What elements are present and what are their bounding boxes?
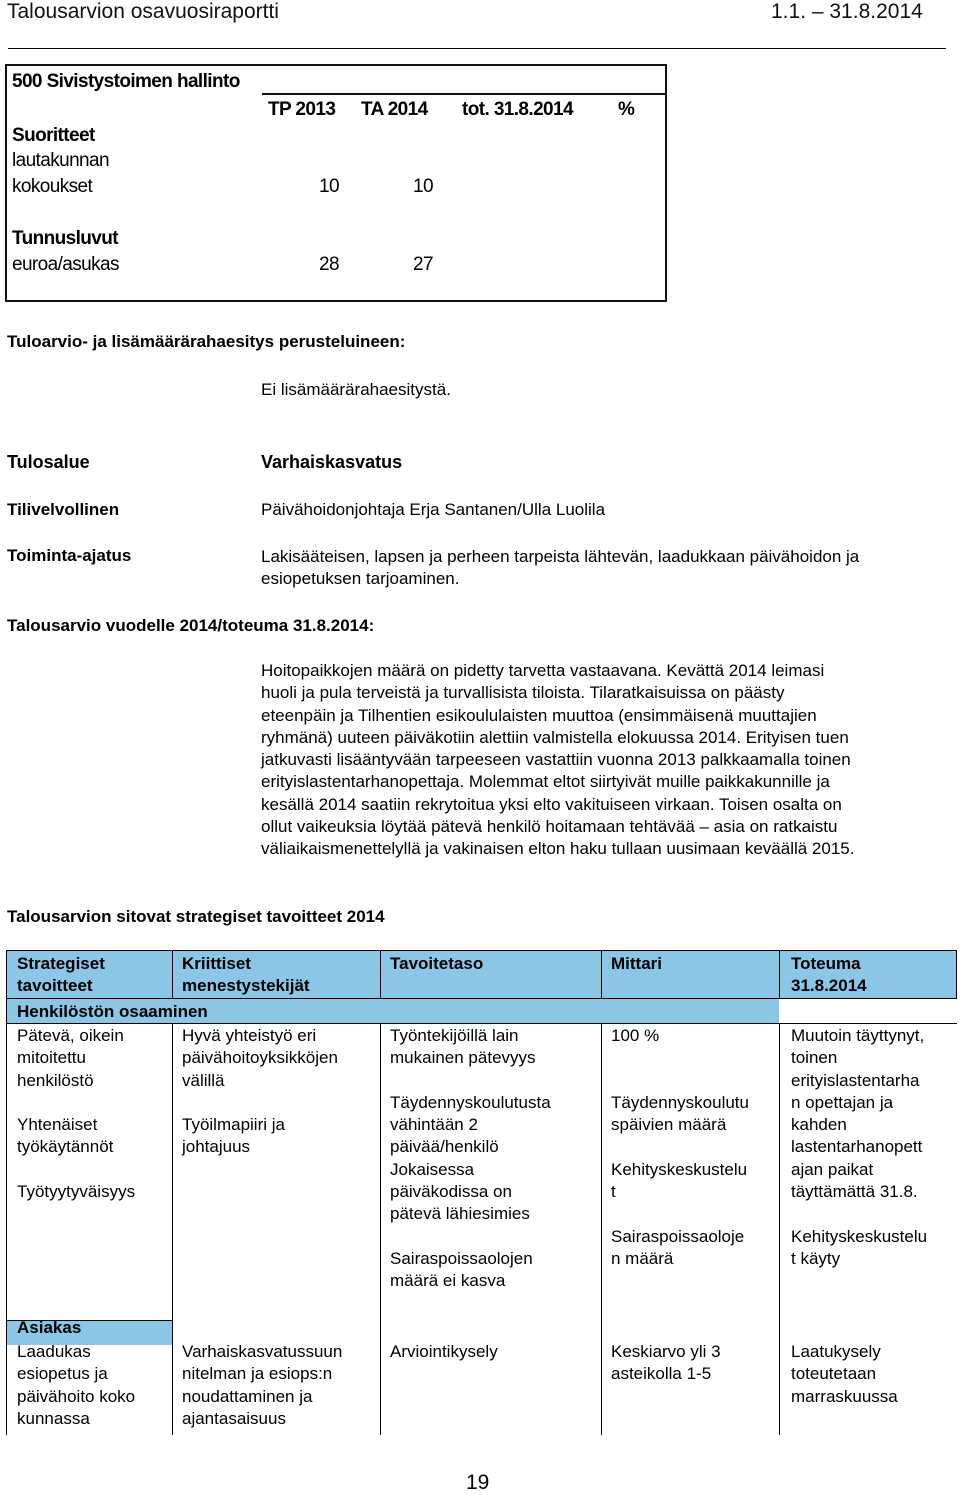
cell-line: n opettajan ja xyxy=(791,1092,894,1112)
cell-line: lastentarhanopett xyxy=(791,1137,923,1157)
cell-line: späivien määrä xyxy=(611,1115,727,1135)
col-header-line: menestystekijät xyxy=(182,976,310,996)
cell-line: Arviointikysely xyxy=(390,1342,498,1361)
kpi-col-tot: tot. 31.8.2014 xyxy=(462,99,573,120)
kpi-col-percent: % xyxy=(618,99,635,120)
grid-v3 xyxy=(601,1023,602,1435)
cell-spacer xyxy=(17,1092,167,1114)
kpi-row2-tp: 28 xyxy=(319,254,339,275)
cell-line: Työilmapiiri ja xyxy=(182,1115,285,1135)
s2-col-kriittiset xyxy=(182,1341,377,1430)
cell-spacer xyxy=(390,1070,598,1092)
responsible-value: Päivähoidonjohtaja Erja Santanen/Ulla Luolila xyxy=(261,500,606,519)
cell-line: Täydennyskoulutu xyxy=(611,1092,749,1112)
cell-line: toinen xyxy=(791,1048,838,1068)
cell-line: johtajuus xyxy=(182,1137,251,1157)
cell-line: Kehityskeskustelu xyxy=(791,1226,928,1246)
cell-line: Hyvä yhteistyö eri xyxy=(182,1026,317,1045)
kpi-title: 500 Sivistystoimen hallinto xyxy=(12,71,240,92)
responsible-label: Tilivelvollinen xyxy=(7,500,120,519)
s1-col-kriittiset xyxy=(182,1025,377,1159)
cell-line: työkäytännöt xyxy=(17,1137,114,1157)
cell-line: pätevä lähiesimies xyxy=(390,1204,530,1224)
cell-line: henkilöstö xyxy=(17,1070,94,1090)
cell-line: Työtyytyväisyys xyxy=(17,1182,136,1202)
kpi-row1-label-1: lautakunnan xyxy=(12,150,109,171)
kpi-section-tunnusluvut: Tunnusluvut xyxy=(12,228,118,249)
cell-line: Jokaisessa xyxy=(390,1159,475,1179)
s2-col-tavoitetaso xyxy=(390,1341,598,1363)
cell-line: päiväkodissa on xyxy=(390,1182,512,1202)
cell-line: Työntekijöillä lain xyxy=(390,1026,519,1045)
col-header-line: 31.8.2014 xyxy=(791,976,867,996)
cell-line: Täydennyskoulutusta xyxy=(390,1092,551,1112)
cell-line: välillä xyxy=(182,1070,225,1090)
grid-top xyxy=(6,950,957,951)
cell-line: ajan paikat xyxy=(791,1159,874,1179)
kpi-row1-ta: 10 xyxy=(413,176,433,197)
cell-spacer xyxy=(390,1226,598,1248)
kpi-row1-label-2: kokoukset xyxy=(12,176,93,197)
cell-spacer xyxy=(182,1092,377,1114)
kpi-header-rule xyxy=(262,93,667,95)
s1-col-toteuma xyxy=(791,1025,956,1270)
cell-spacer xyxy=(611,1203,777,1225)
cell-line: ajantasaisuus xyxy=(182,1408,286,1428)
budget-request-heading: Tuloarvio- ja lisämäärärahaesitys perusteluineen: xyxy=(7,332,406,351)
strategy-heading: Talousarvion sitovat strategiset tavoitteet 2014 xyxy=(7,907,385,926)
budget-line: väliaikaismenettelyllä ja vakinaisen elton haku tullaan uusimaan keväällä 2015. xyxy=(261,839,855,859)
grid-v1 xyxy=(172,1023,173,1435)
cell-line: Varhaiskasvatussuun xyxy=(182,1342,343,1361)
cell-line: t xyxy=(611,1182,616,1202)
cell-line: toteutetaan xyxy=(791,1364,877,1384)
grid-h-section xyxy=(6,1023,957,1024)
cell-line: vähintään 2 xyxy=(390,1115,478,1135)
s1-col-tavoitetaso xyxy=(390,1025,598,1293)
cell-line: Pätevä, oikein xyxy=(17,1026,124,1045)
cell-line: nitelman ja esiops:n xyxy=(182,1364,333,1384)
budget-line: jatkuvasti lisääntyvään tarpeeseen vastattiin vuonna 2013 palkkaamalla toinen xyxy=(261,750,851,770)
budget-line: ollut vaikeuksia löytää pätevä henkilö hoitamaan tehtävää – asia on ratkaistu xyxy=(261,817,838,837)
cell-line: t käyty xyxy=(791,1248,841,1268)
cell-line: mitoitettu xyxy=(17,1048,86,1068)
cell-spacer xyxy=(611,1047,777,1069)
grid-v2 xyxy=(380,1023,381,1435)
grid-right xyxy=(956,950,957,998)
col-header-mittari: Mittari xyxy=(611,954,662,973)
cell-spacer xyxy=(791,1203,956,1225)
cell-line: Sairaspoissaoloje xyxy=(611,1226,745,1246)
cell-line: Laadukas xyxy=(17,1342,91,1361)
page-number: 19 xyxy=(466,1471,490,1494)
col-header-kriittiset xyxy=(182,953,310,998)
col-header-line: tavoitteet xyxy=(17,976,93,996)
cell-line: asteikolla 1-5 xyxy=(611,1364,712,1384)
cell-line: Yhtenäiset xyxy=(17,1115,98,1135)
report-period: 1.1. – 31.8.2014 xyxy=(771,0,923,23)
grid-v2-head xyxy=(380,950,381,998)
budget-heading: Talousarvio vuodelle 2014/toteuma 31.8.2014: xyxy=(7,616,375,635)
col-header-line: Strategiset xyxy=(17,954,105,973)
col-header-line: Toteuma xyxy=(791,954,861,973)
budget-line: erityislastentarhanopettaja. Molemmat eltot siirtyivät muille paikkakunnille ja xyxy=(261,772,830,792)
s2-col-toteuma xyxy=(791,1341,956,1408)
s2-col-strategiset xyxy=(17,1341,167,1430)
budget-line: huoli ja pula terveistä ja turvallisista tiloista. Tilaratkaisuissa on päästy xyxy=(261,683,785,703)
budget-line: kesällä 2014 saatiin rekrytoitua yksi elto vakituiseen virkaan. Toisen osalta on xyxy=(261,794,842,814)
kpi-row1-tp: 10 xyxy=(319,176,339,197)
s1-col-strategiset xyxy=(17,1025,167,1203)
cell-line: täyttämättä 31.8. xyxy=(791,1182,918,1202)
cell-spacer xyxy=(611,1136,777,1158)
grid-v4 xyxy=(779,1023,780,1435)
grid-v3-head xyxy=(601,950,602,998)
col-header-line: Kriittiset xyxy=(182,954,251,973)
kpi-col-ta2014: TA 2014 xyxy=(361,99,428,120)
budget-request-text: Ei lisämäärärahaesitystä. xyxy=(261,380,451,399)
budget-line: ryhmänä) uuteen päiväkotiin alettiin valmistella elokuussa 2014. Erityisen tuen xyxy=(261,727,849,747)
header-divider xyxy=(8,48,946,49)
cell-line: n määrä xyxy=(611,1248,674,1268)
mission-label: Toiminta-ajatus xyxy=(7,546,132,565)
cell-line: marraskuussa xyxy=(791,1386,898,1406)
cell-line: päivää/henkilö xyxy=(390,1137,499,1157)
document-title: Talousarvion osavuosiraportti xyxy=(7,0,279,23)
cell-line: Keskiarvo yli 3 xyxy=(611,1342,721,1361)
cell-line: kahden xyxy=(791,1115,847,1135)
grid-v1-head xyxy=(172,950,173,998)
cell-line: päivähoitoyksikköjen xyxy=(182,1048,338,1068)
cell-line: esiopetus ja xyxy=(17,1364,108,1384)
area-label: Tulosalue xyxy=(7,452,90,472)
cell-line: määrä ei kasva xyxy=(390,1271,506,1291)
col-header-toteuma xyxy=(791,953,867,998)
cell-line: päivähoito koko xyxy=(17,1386,136,1406)
kpi-row2-ta: 27 xyxy=(413,254,433,275)
budget-paragraph xyxy=(261,660,951,861)
strategy-table xyxy=(6,950,957,1435)
kpi-section-suoritteet: Suoritteet xyxy=(12,125,95,146)
grid-v4-head xyxy=(779,950,780,998)
s1-col-mittari xyxy=(611,1025,777,1270)
section-henkiloston-osaaminen: Henkilöstön osaaminen xyxy=(17,1002,208,1021)
cell-line: Laatukysely xyxy=(791,1342,881,1361)
s2-col-mittari xyxy=(611,1341,777,1386)
mission-text-2: esiopetuksen tarjoaminen. xyxy=(261,569,460,588)
col-header-strategiset xyxy=(17,953,105,998)
section-asiakas: Asiakas xyxy=(17,1318,82,1337)
cell-line: 100 % xyxy=(611,1026,660,1045)
cell-spacer xyxy=(17,1159,167,1181)
col-header-tavoitetaso: Tavoitetaso xyxy=(390,954,484,973)
kpi-col-tp2013: TP 2013 xyxy=(268,99,336,120)
cell-line: erityislastentarha xyxy=(791,1070,920,1090)
area-value: Varhaiskasvatus xyxy=(261,452,403,472)
cell-line: mukainen pätevyys xyxy=(390,1048,536,1068)
budget-line: eteenpäin ja Tilhentien esikoululaisten muuttoa (ensimmäisenä muuttajien xyxy=(261,705,817,725)
mission-text-1: Lakisääteisen, lapsen ja perheen tarpeista lähtevän, laadukkaan päivähoidon ja xyxy=(261,547,860,566)
kpi-row2-label: euroa/asukas xyxy=(12,254,119,275)
cell-line: Sairaspoissaolojen xyxy=(390,1248,533,1268)
cell-line: noudattaminen ja xyxy=(182,1386,313,1406)
cell-line: Muutoin täyttynyt, xyxy=(791,1026,925,1045)
grid-h-head xyxy=(6,998,957,999)
cell-line: Kehityskeskustelu xyxy=(611,1159,748,1179)
budget-line: Hoitopaikkojen määrä on pidetty tarvetta vastaavana. Kevättä 2014 leimasi xyxy=(261,661,825,680)
cell-spacer xyxy=(611,1070,777,1092)
cell-line: kunnassa xyxy=(17,1408,90,1428)
